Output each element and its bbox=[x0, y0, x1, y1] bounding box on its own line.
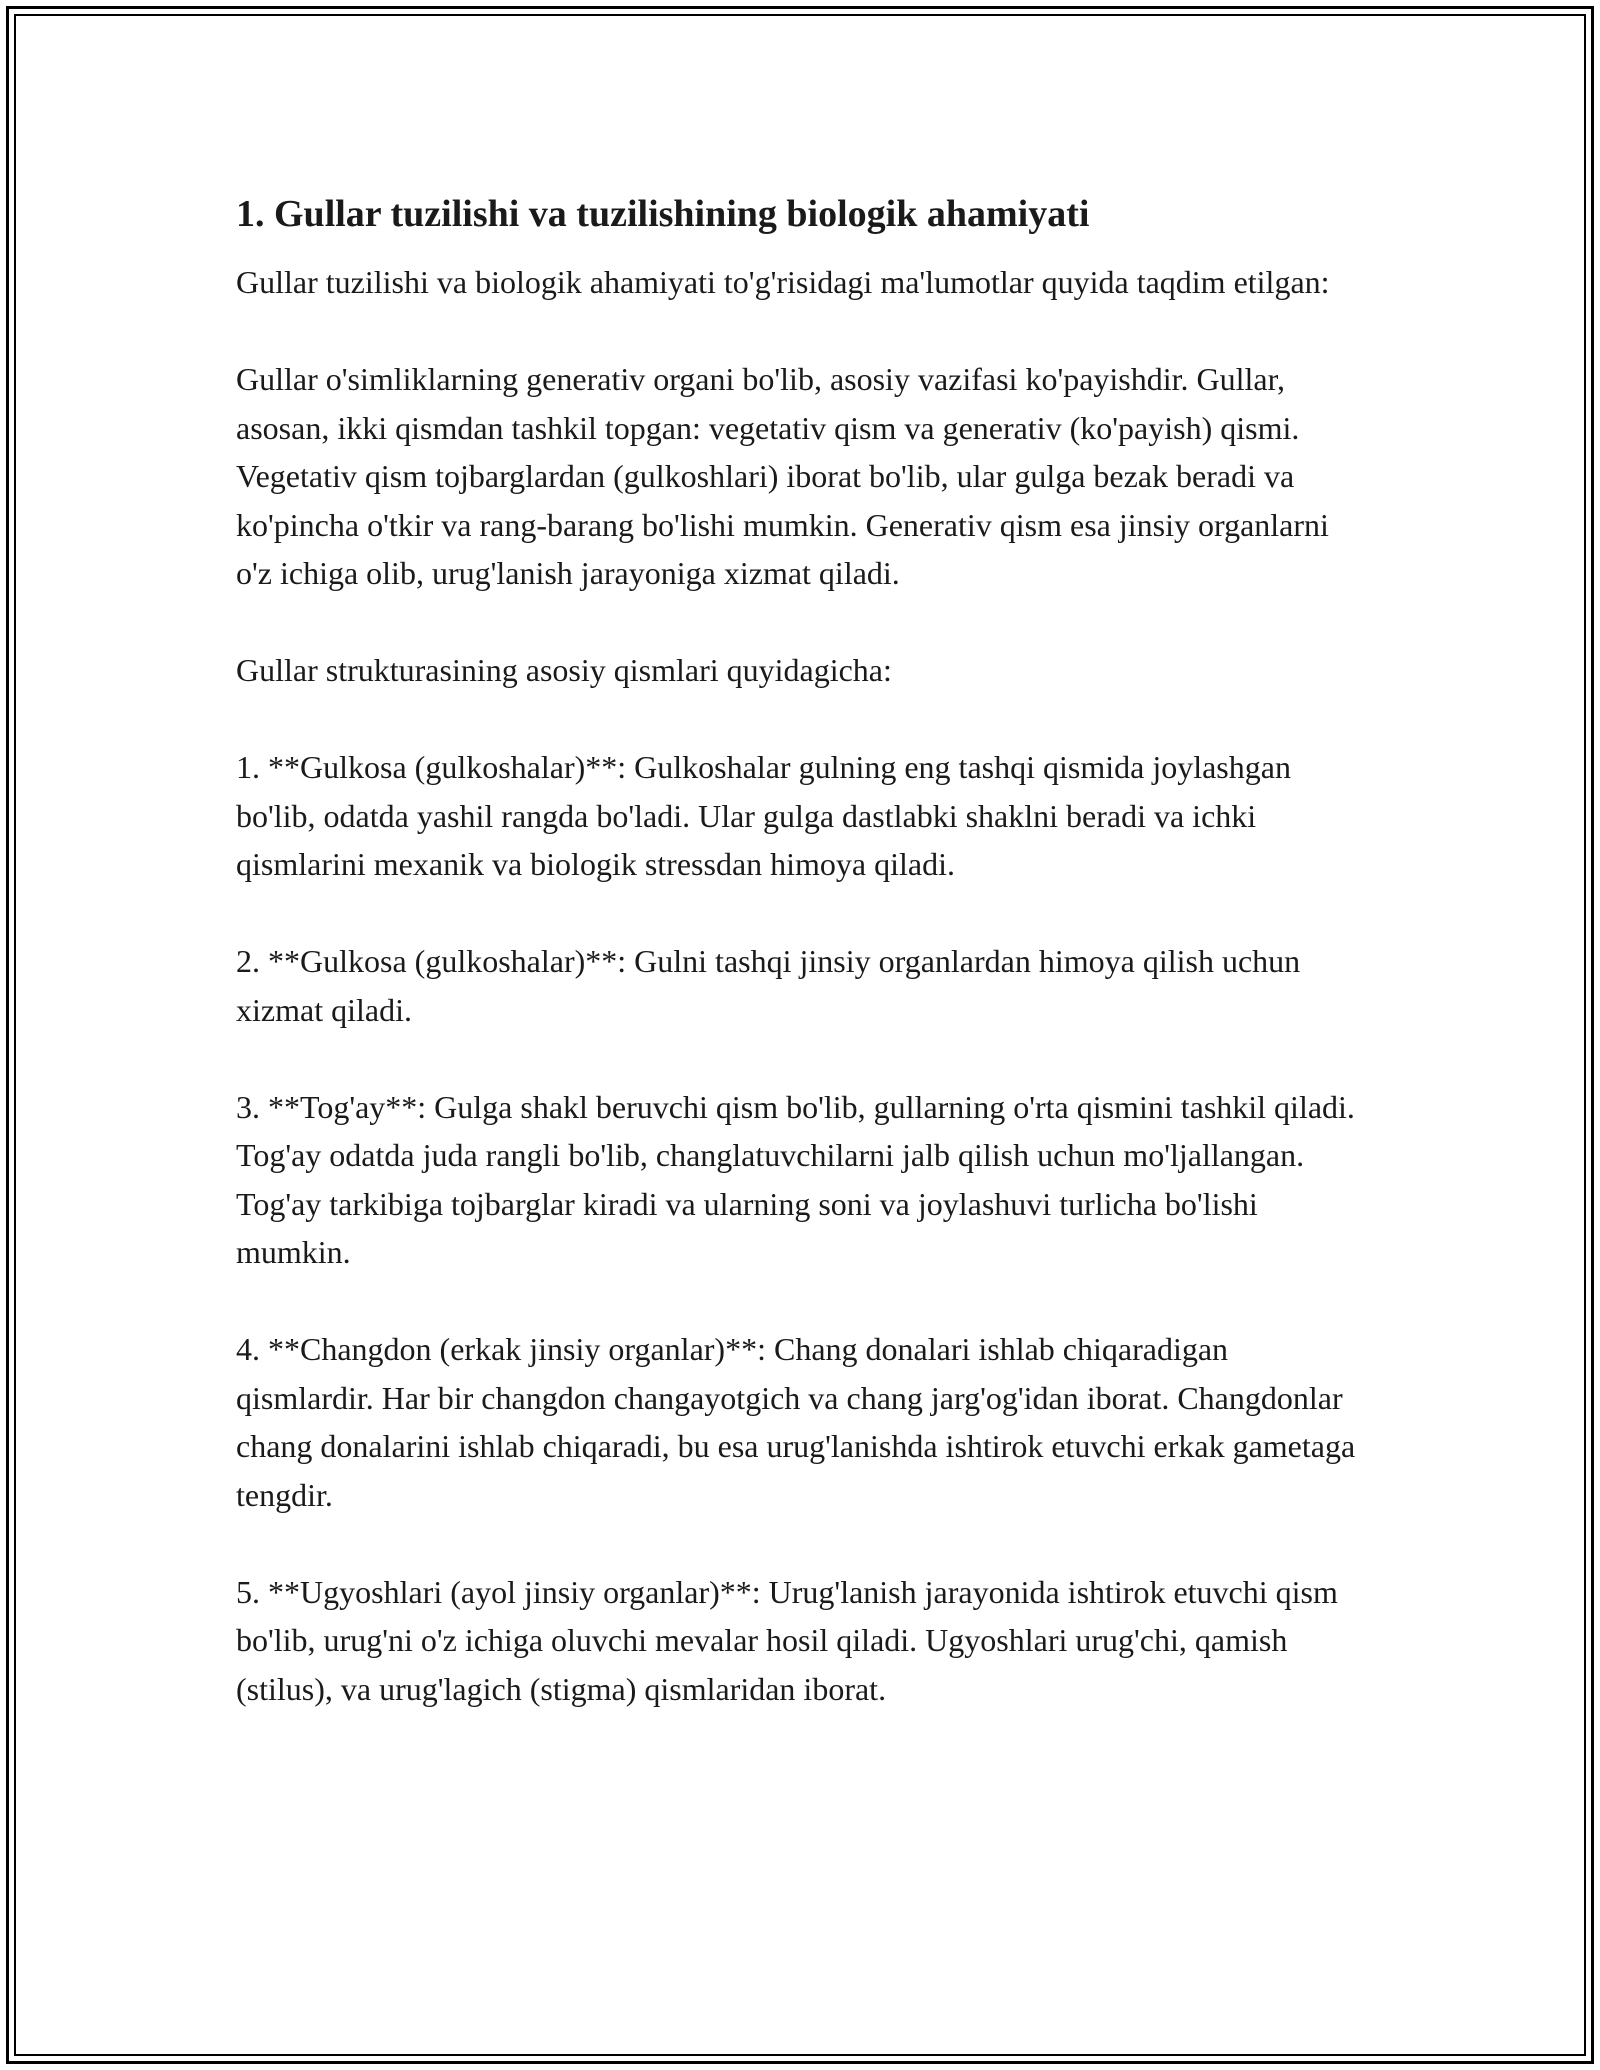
paragraph-parts-heading: Gullar strukturasining asosiy qismlari quyidagicha: bbox=[236, 652, 892, 688]
list-item-1: 1. **Gulkosa (gulkoshalar)**: Gulkoshalar gulning eng tashqi qismida joylashgan bo'lib, odatda yashil rangda bo'ladi. Ular gulga dastlabki shaklni beradi va ichki qismlarini mexanik va biologik stressdan himoya qiladi. bbox=[236, 749, 1291, 882]
document-body bbox=[236, 190, 1366, 1762]
paragraph-intro: Gullar tuzilishi va biologik ahamiyati to'g'risidagi ma'lumotlar quyida taqdim etilgan: bbox=[236, 264, 1330, 300]
document-title: 1. Gullar tuzilishi va tuzilishining biologik ahamiyati bbox=[236, 193, 1090, 235]
list-item-2: 2. **Gulkosa (gulkoshalar)**: Gulni tashqi jinsiy organlardan himoya qilish uchun xizmat qiladi. bbox=[236, 943, 1301, 1028]
list-item-5: 5. **Ugyoshlari (ayol jinsiy organlar)**: Urug'lanish jarayonida ishtirok etuvchi qism bo'lib, urug'ni o'z ichiga oluvchi mevalar hosil qiladi. Ugyoshlari urug'chi, qamish (stilus), va urug'lagich (stigma) qismlaridan iborat. bbox=[236, 1573, 1338, 1707]
list-item-4: 4. **Changdon (erkak jinsiy organlar)**: Chang donalari ishlab chiqaradigan qismlardir. Har bir changdon changayotgich va chang jarg'og'idan iborat. Changdonlar chang donalarini ishlab chiqaradi, bu esa urug'lanishda ishtirok etuvchi erkak gametaga tengdir. bbox=[236, 1331, 1356, 1513]
paragraph-overview: Gullar o'simliklarning generativ organi bo'lib, asosiy vazifasi ko'payishdir. Gullar, asosan, ikki qismdan tashkil topgan: vegetativ qism va generativ (ko'payish) qismi. Vegetativ qism tojbarglardan (gulkoshlari) iborat bo'lib, ular gulga bezak beradi va ko'pincha o'tkir va rang-barang bo'lishi mumkin. Generativ qism esa jinsiy organlarni o'z ichiga olib, urug'lanish jarayoniga xizmat qiladi. bbox=[236, 361, 1329, 591]
list-item-3: 3. **Tog'ay**: Gulga shakl beruvchi qism bo'lib, gullarning o'rta qismini tashkil qiladi. Tog'ay odatda juda rangli bo'lib, changlatuvchilarni jalb qilish uchun mo'ljallangan. Tog'ay tarkibiga tojbarglar kiradi va ularning soni va joylashuvi turlicha bo'lishi mumkin. bbox=[236, 1088, 1355, 1270]
